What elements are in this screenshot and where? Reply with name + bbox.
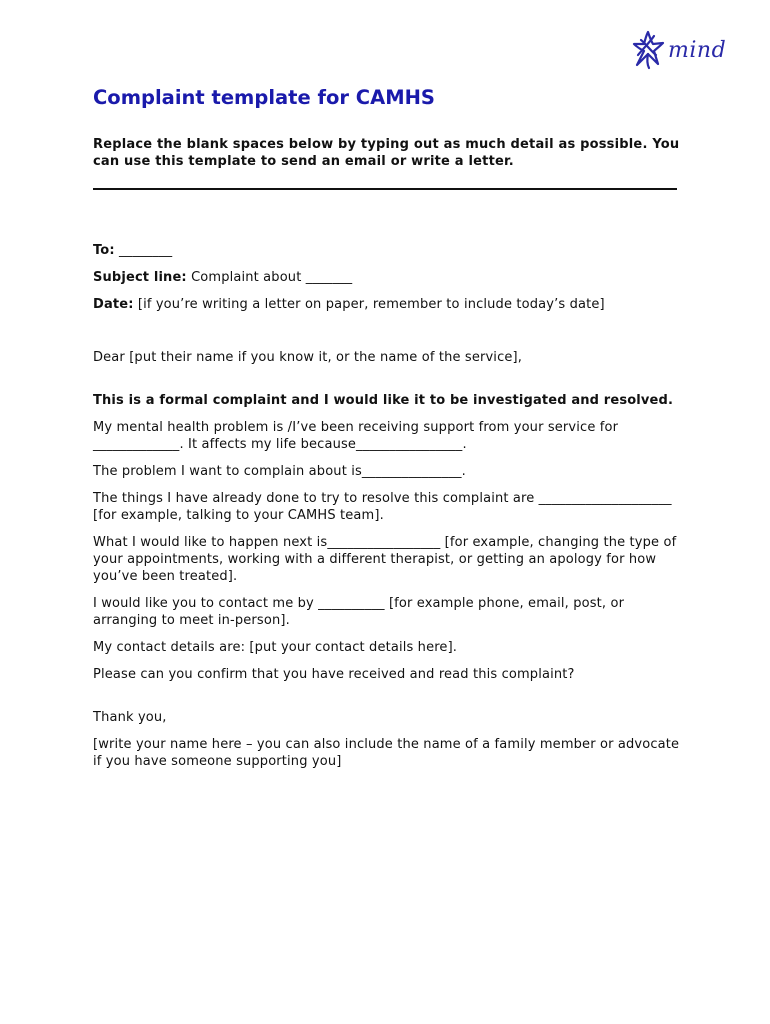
paragraph: What I would like to happen next is_________________ [for example, changing the type of your appointments, working with a different therapist, or getting an apology for how you’ve been treated]. — [93, 535, 677, 584]
paragraph: I would like you to contact me by __________ [for example phone, email, post, or arranging to meet in-person]. — [93, 596, 625, 628]
paragraph: My mental health problem is /I’ve been receiving support from your service for _____________. It affects my life because________________. — [93, 420, 619, 452]
date-line — [93, 296, 683, 313]
star-figure-icon — [632, 28, 666, 70]
intro-instructions: Replace the blank spaces below by typing out as much detail as possible. You can use this template to send an email or write a letter. — [93, 137, 680, 169]
to-line — [93, 242, 683, 259]
paragraph: My contact details are: [put your contact details here]. — [93, 640, 458, 655]
date-value: [if you’re writing a letter on paper, remember to include today’s date] — [137, 297, 605, 312]
closing: Thank you, — [93, 710, 167, 725]
divider-line — [93, 188, 677, 190]
mind-logo — [632, 26, 736, 72]
date-label: Date: — [93, 297, 134, 312]
subject-line — [93, 269, 683, 286]
to-value: ________ — [119, 243, 173, 258]
paragraph: The things I have already done to try to resolve this complaint are ____________________ [for example, talking to your CAMHS team]. — [93, 491, 672, 523]
logo-wordmark: mind — [668, 38, 727, 63]
paragraph: Please can you confirm that you have received and read this complaint? — [93, 667, 575, 682]
signature: [write your name here – you can also include the name of a family member or advocate if you have someone supporting you] — [93, 737, 680, 769]
formal-statement: This is a formal complaint and I would like it to be investigated and resolved. — [93, 393, 674, 408]
subject-label: Subject line: — [93, 270, 187, 285]
greeting: Dear [put their name if you know it, or the name of the service], — [93, 350, 523, 365]
to-label: To: — [93, 243, 115, 258]
paragraph: The problem I want to complain about is_______________. — [93, 464, 466, 479]
page-title: Complaint template for CAMHS — [93, 86, 435, 109]
subject-value: Complaint about _______ — [191, 270, 353, 285]
document-body — [93, 84, 683, 770]
